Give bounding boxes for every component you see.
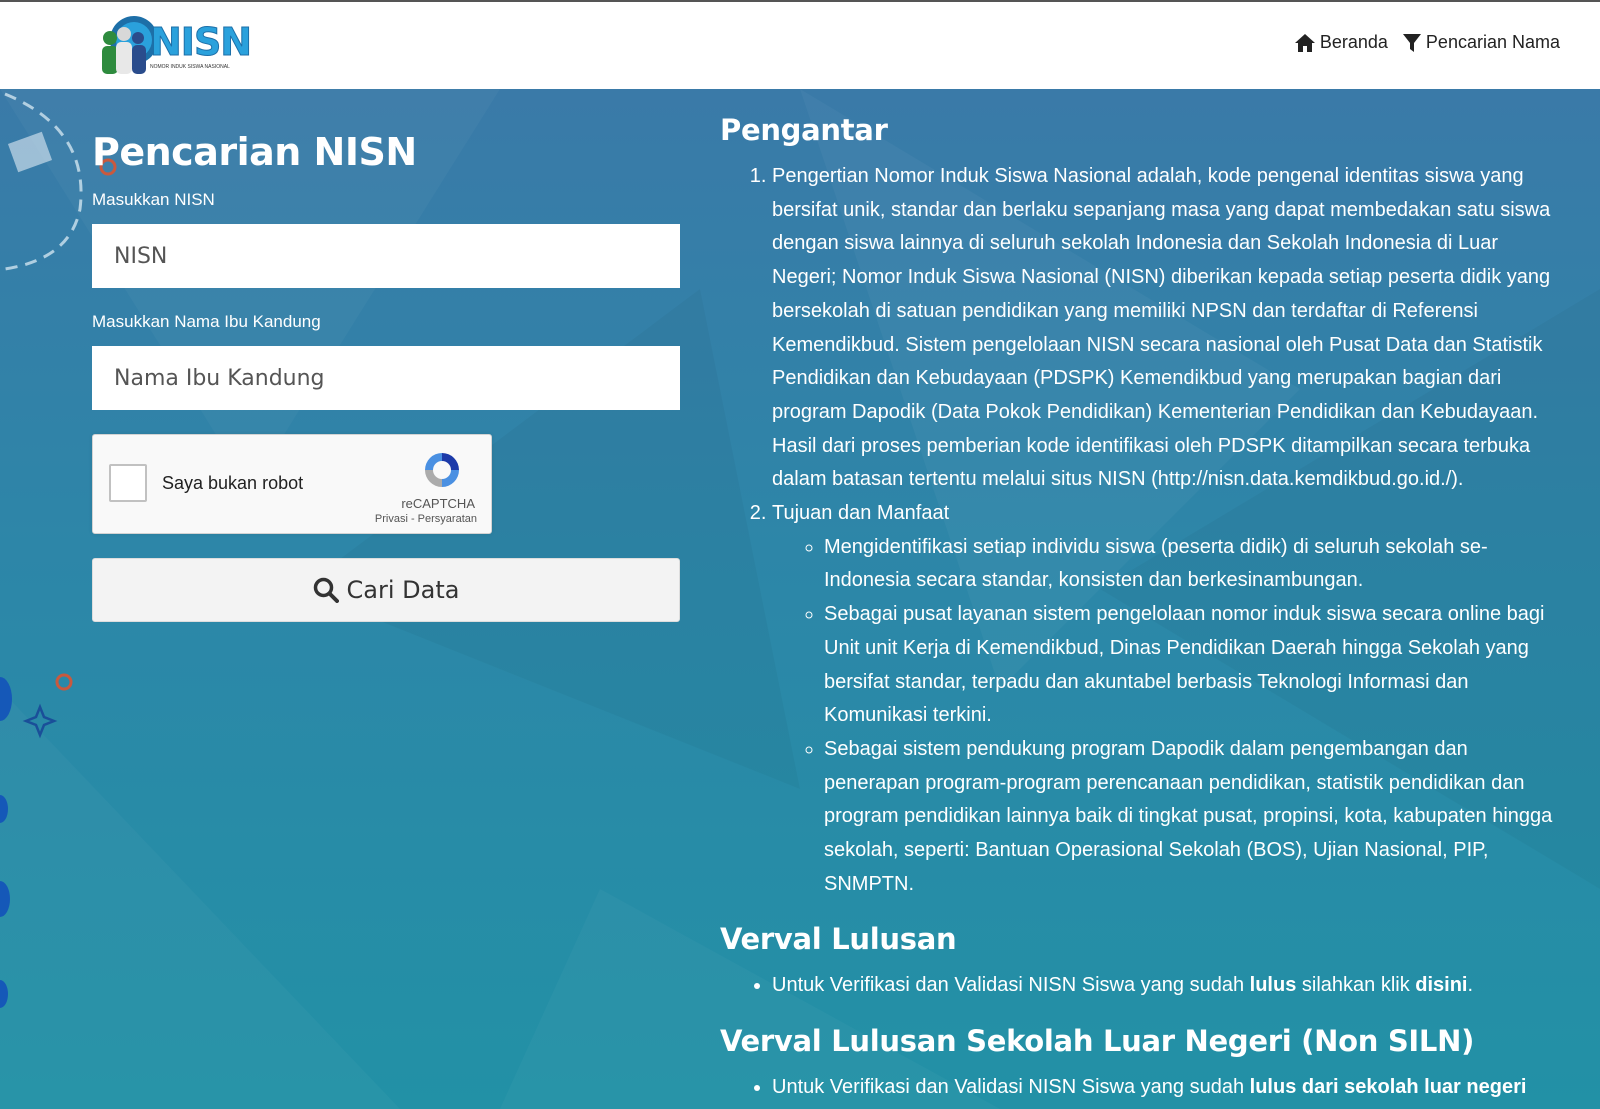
nav-pencarian-nama-label: Pencarian Nama <box>1425 32 1560 52</box>
recaptcha-icon <box>421 449 463 491</box>
students-logo-icon <box>94 14 154 78</box>
search-button-label: Cari Data <box>346 576 460 604</box>
purpose-item: ◦ Mengidentifikasi setiap individu siswa (peserta didik) di seluruh sekolah se-Indonesia secara standar, konsisten dan berkesinambungan. <box>824 531 1560 598</box>
recaptcha-brand: reCAPTCHA <box>401 496 475 511</box>
verval-ln-item <box>772 1071 1560 1105</box>
nisn-label: Masukkan NISN <box>92 190 215 209</box>
nav-beranda-label: Beranda <box>1319 32 1388 52</box>
search-form <box>92 130 680 622</box>
mother-name-input[interactable] <box>92 346 680 410</box>
purpose-heading: Tujuan dan Manfaat <box>772 502 950 525</box>
nav-pencarian-nama[interactable] <box>1402 32 1560 53</box>
recaptcha-checkbox[interactable] <box>109 464 147 502</box>
top-nav <box>1294 32 1560 53</box>
verval-ln-title: Verval Lulusan Sekolah Luar Negeri (Non SILN) <box>720 1024 1475 1059</box>
recaptcha-widget <box>92 434 492 534</box>
recaptcha-label: Saya bukan robot <box>162 473 304 493</box>
verval-item <box>772 969 1560 1003</box>
purpose-item: ◦ Sebagai pusat layanan sistem pengelolaan nomor induk siswa secara online bagi Unit unit Kerja di Kemendikbud, Dinas Pendidikan Daerah hingga Sekolah yang bersifat standar, terpadu dan akuntabel berbasis Teknologi Informasi dan Komunikasi terkini. <box>824 598 1560 733</box>
page-title: Pencarian NISN <box>92 130 417 174</box>
verval-ln-text: Untuk Verifikasi dan Validasi NISN Siswa yang sudah <box>772 1076 1250 1099</box>
purpose-item: ◦ Sebagai sistem pendukung program Dapodik dalam pengembangan dan penerapan program-program perencanaan pendidikan, statistik pendidikan dan program pendidikan lainnya baik di tingkat pusat, propinsi, kota, kabupaten hingga sekolah, seperti: Bantuan Operasional Sekolah (BOS), Ujian Nasional, PIP, SNMPTN. <box>824 733 1560 902</box>
search-button[interactable] <box>92 558 680 622</box>
intro-item-purpose <box>772 497 1560 901</box>
verval-text: Untuk Verifikasi dan Validasi NISN Siswa yang sudah <box>772 974 1250 997</box>
nisn-logo[interactable] <box>94 14 252 78</box>
verval-bold: lulus <box>1249 974 1297 997</box>
nav-beranda[interactable] <box>1294 32 1388 53</box>
navbar <box>0 2 1600 89</box>
intro-title: Pengantar <box>720 113 888 147</box>
nisn-input[interactable] <box>92 224 680 288</box>
purpose-list <box>772 531 1560 902</box>
home-icon <box>1294 33 1316 53</box>
info-content <box>720 110 1560 1105</box>
verval-ln-list <box>720 1071 1560 1105</box>
verval-title: Verval Lulusan <box>720 922 957 957</box>
search-icon <box>313 577 339 603</box>
intro-list <box>720 160 1560 901</box>
verval-disini-link[interactable]: disini <box>1415 974 1468 997</box>
verval-text: silahkan klik <box>1296 974 1416 997</box>
recaptcha-links[interactable]: Privasi - Persyaratan <box>374 513 477 525</box>
intro-item-definition: 1. Pengertian Nomor Induk Siswa Nasional adalah, kode pengenal identitas siswa yang bersifat unik, standar dan berlaku sepanjang masa yang dapat membedakan satu siswa dengan siswa lainnya di seluruh sekolah Indonesia dan Sekolah Indonesia di Luar Negeri; Nomor Induk Siswa Nasional (NISN) diberikan kepada setiap peserta didik yang bersekolah di satuan pendidikan yang memiliki NPSN dan terdaftar di Referensi Kemendikbud. Sistem pengelolaan NISN secara nasional oleh Pusat Data dan Statistik Pendidikan dan Kebudayaan (PDSPK) Kemendikbud yang merupakan bagian dari program Dapodik (Data Pokok Pendidikan) Kementerian Pendidikan dan Kebudayaan. Hasil dari proses pemberian kode identifikasi oleh PDSPK ditampilkan secara terbuka dalam batasan tertentu melalui situs NISN (http://nisn.data.kemdikbud.go.id./). <box>772 160 1560 497</box>
filter-icon <box>1402 33 1422 53</box>
mother-name-label: Masukkan Nama Ibu Kandung <box>92 312 321 331</box>
logo-subtitle: NOMOR INDUK SISWA NASIONAL <box>150 64 230 70</box>
verval-list <box>720 969 1560 1003</box>
verval-ln-bold: lulus dari sekolah luar negeri <box>1249 1076 1527 1099</box>
verval-text: . <box>1467 974 1474 997</box>
logo-text: NISN <box>150 20 252 64</box>
